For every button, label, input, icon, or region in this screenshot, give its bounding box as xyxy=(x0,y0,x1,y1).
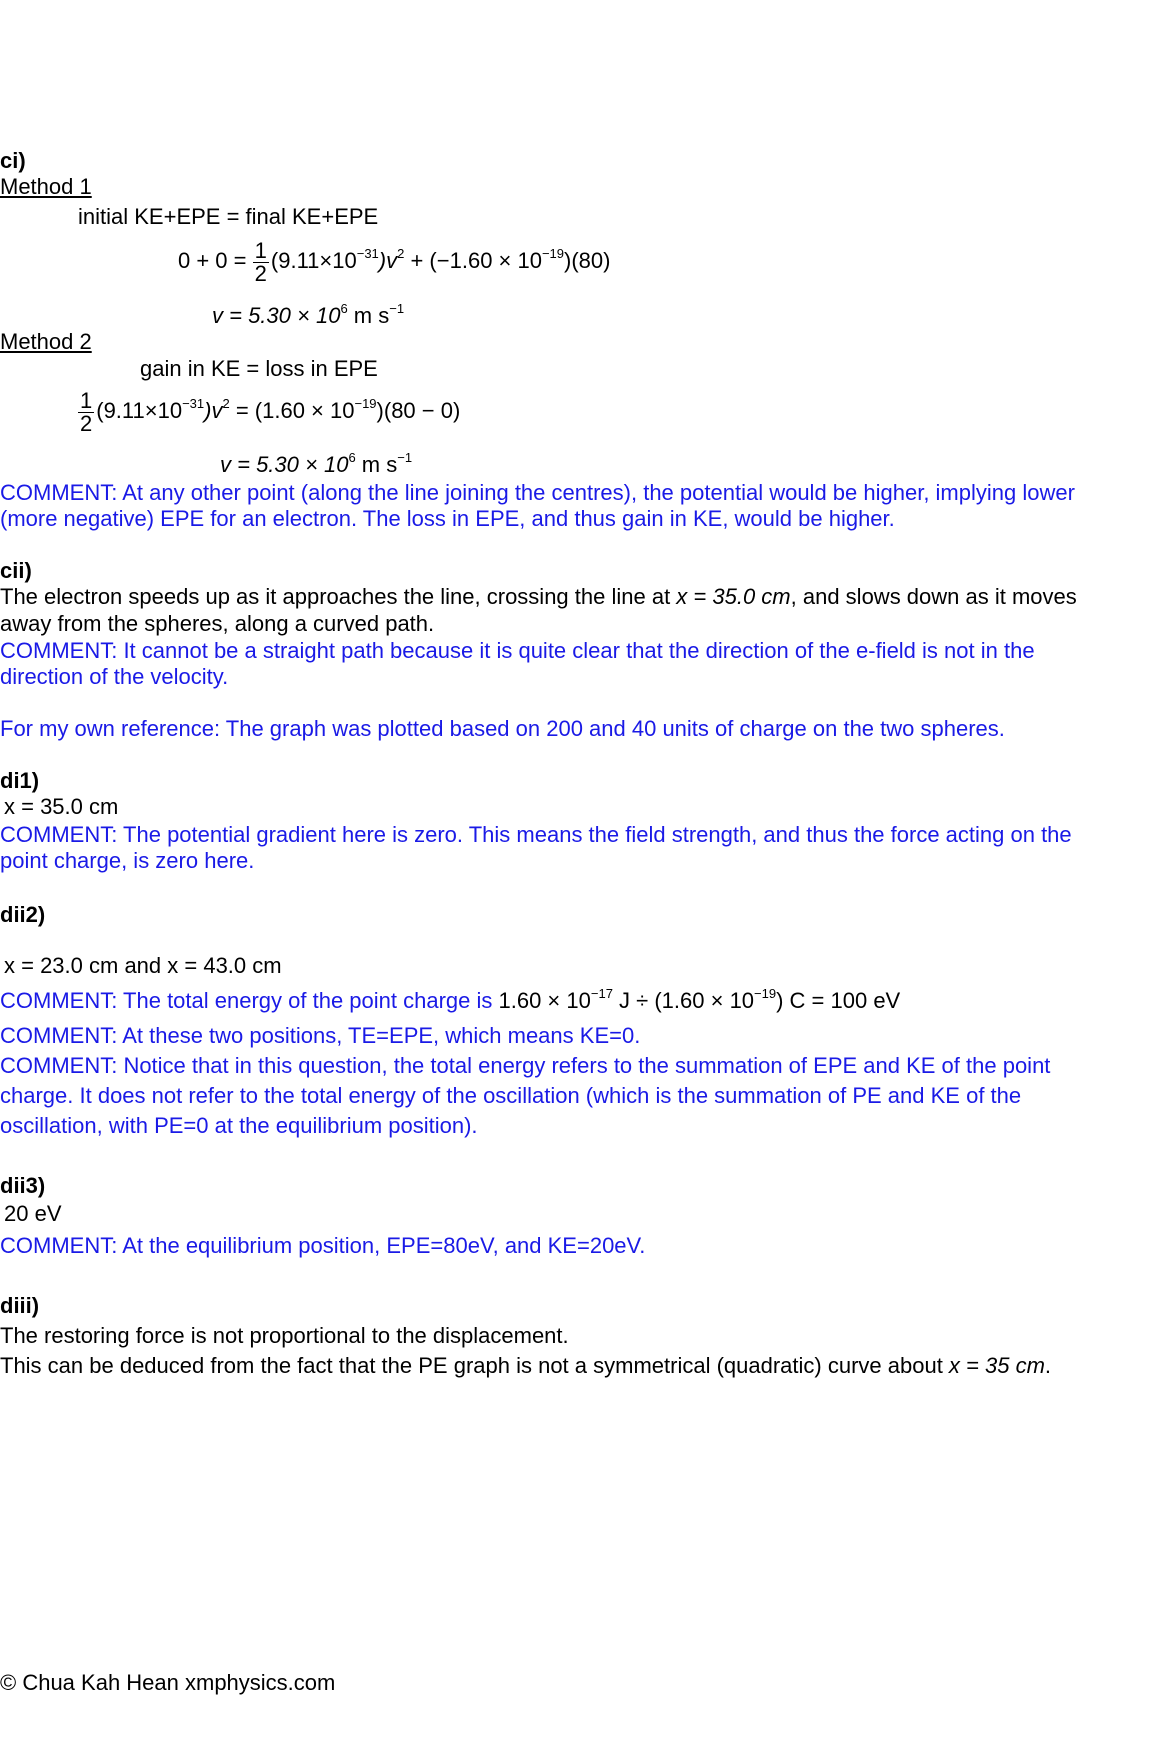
m2-eq-d: )(80 − 0) xyxy=(376,398,461,423)
dii2-comment-line3: COMMENT: Notice that in this question, the total energy refers to the summation of EPE and KE of the point xyxy=(0,1053,1051,1078)
m1-result-a: v = 5.30 × 10 xyxy=(212,303,341,328)
dii2-comment-line5: oscillation, with PE=0 at the equilibrium position). xyxy=(0,1113,478,1138)
dii3-comment: COMMENT: At the equilibrium position, EPE=80eV, and KE=20eV. xyxy=(0,1233,646,1258)
dii2-comment-1a: COMMENT: The total energy of the point charge is xyxy=(0,988,499,1013)
dii2-comment-1b-exp: −17 xyxy=(590,986,613,1001)
di1-comment-line1: COMMENT: The potential gradient here is zero. This means the field strength, and thus the force acting on the xyxy=(0,822,1072,847)
m1-result-unit-exp: −1 xyxy=(389,301,405,316)
cii-text-1c: , and slows down as it moves xyxy=(790,584,1077,609)
m1-frac-den: 2 xyxy=(254,260,267,286)
m2-frac-den: 2 xyxy=(80,410,93,436)
m1-eq-b-exp: 2 xyxy=(397,246,405,261)
m1-eq-a: (9.11×10 xyxy=(270,248,357,273)
m2-eq-b: )v xyxy=(204,398,223,423)
diii-text-line1: The restoring force is not proportional to the displacement. xyxy=(0,1323,569,1348)
m2-result-a: v = 5.30 × 10 xyxy=(220,452,349,477)
m2-result-exp: 6 xyxy=(348,450,356,465)
dii2-comment-1b: 1.60 × 10 xyxy=(498,988,591,1013)
m1-energy-statement: initial KE+EPE = final KE+EPE xyxy=(78,204,379,229)
m2-result-unit-exp: −1 xyxy=(397,450,413,465)
di1-comment-line2: point charge, is zero here. xyxy=(0,848,255,873)
dii2-comment-1c-exp: −19 xyxy=(754,986,777,1001)
di1-heading: di1) xyxy=(0,768,40,793)
cii-reference-note: For my own reference: The graph was plotted based on 200 and 40 units of charge on the two spheres. xyxy=(0,716,1005,741)
cii-text-1b: x = 35.0 cm xyxy=(676,584,791,609)
m1-equation xyxy=(178,238,610,285)
m2-equation xyxy=(78,388,460,435)
dii2-heading: dii2) xyxy=(0,902,46,927)
m2-result-b: m s xyxy=(355,452,398,477)
di1-answer: x = 35.0 cm xyxy=(4,794,119,819)
dii3-answer: 20 eV xyxy=(4,1201,62,1226)
footer-copyright: © Chua Kah Hean xmphysics.com xyxy=(0,1670,336,1695)
m1-eq-a-exp: −31 xyxy=(356,246,379,261)
m2-eq-c: = (1.60 × 10 xyxy=(229,398,355,423)
m1-result xyxy=(212,303,404,329)
m2-frac-num: 1 xyxy=(80,387,93,413)
m2-eq-a: (9.11×10 xyxy=(96,398,183,423)
method2-label: Method 2 xyxy=(0,329,92,354)
m1-eq-d: )(80) xyxy=(564,248,611,273)
m1-result-b: m s xyxy=(347,303,390,328)
m1-eq-c: + (−1.60 × 10 xyxy=(404,248,542,273)
m1-result-exp: 6 xyxy=(340,301,348,316)
m1-eq-lhs: 0 + 0 = xyxy=(178,248,247,273)
ci-comment-line1: COMMENT: At any other point (along the line joining the centres), the potential would be higher, implying lower xyxy=(0,480,1075,505)
dii2-comment-1d: ) C = 100 eV xyxy=(776,988,901,1013)
ci-heading: ci) xyxy=(0,148,26,173)
cii-text-line2: away from the spheres, along a curved path. xyxy=(0,611,435,636)
m1-frac-num: 1 xyxy=(254,237,267,263)
m1-eq-b: )v xyxy=(378,248,398,273)
diii-text-2a: This can be deduced from the fact that the PE graph is not a symmetrical (quadratic) curve about xyxy=(0,1353,949,1378)
m1-fraction xyxy=(253,237,269,286)
cii-text-1a: The electron speeds up as it approaches the line, crossing the line at xyxy=(0,584,677,609)
diii-text-2b: x = 35 cm xyxy=(948,1353,1045,1378)
dii3-heading: dii3) xyxy=(0,1173,46,1198)
dii2-comment-line1 xyxy=(0,988,900,1014)
diii-heading: diii) xyxy=(0,1293,40,1318)
cii-heading: cii) xyxy=(0,558,32,583)
cii-comment-line1: COMMENT: It cannot be a straight path because it is quite clear that the direction of the e-field is not in the xyxy=(0,638,1035,663)
dii2-comment-line4: charge. It does not refer to the total energy of the oscillation (which is the summation of PE and KE of the xyxy=(0,1083,1022,1108)
m2-eq-a-exp: −31 xyxy=(182,396,205,411)
cii-comment-line2: direction of the velocity. xyxy=(0,664,229,689)
m2-fraction xyxy=(78,387,94,436)
dii2-comment-1c: J ÷ (1.60 × 10 xyxy=(612,988,755,1013)
m2-eq-c-exp: −19 xyxy=(354,396,377,411)
dii2-comment-line2: COMMENT: At these two positions, TE=EPE, which means KE=0. xyxy=(0,1023,641,1048)
m2-result xyxy=(220,452,412,478)
diii-text-line2 xyxy=(0,1353,1051,1379)
m1-eq-c-exp: −19 xyxy=(541,246,565,261)
m2-eq-b-exp: 2 xyxy=(222,396,230,411)
diii-text-2c: . xyxy=(1044,1353,1052,1378)
dii2-answer: x = 23.0 cm and x = 43.0 cm xyxy=(4,953,282,978)
cii-text-line1 xyxy=(0,584,1077,610)
m2-energy-statement: gain in KE = loss in EPE xyxy=(140,356,378,381)
ci-comment-line2: (more negative) EPE for an electron. The loss in EPE, and thus gain in KE, would be higher. xyxy=(0,506,895,531)
method1-label: Method 1 xyxy=(0,174,92,199)
